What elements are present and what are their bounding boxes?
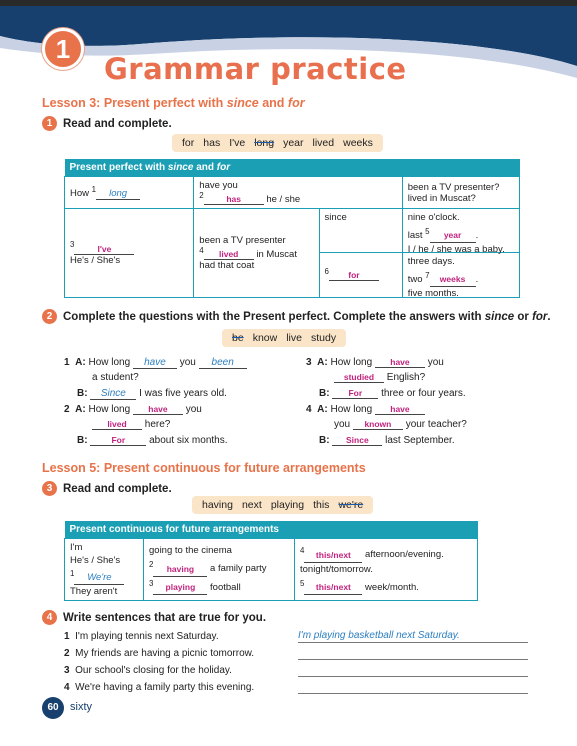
ex4-answer-line-2[interactable] bbox=[298, 647, 528, 660]
table-header: Present continuous for future arrangements bbox=[65, 521, 478, 539]
q4-line-a: 4 A: How long have bbox=[306, 404, 425, 415]
lesson5-title: Lesson 5: Present continuous for future arrangements bbox=[42, 461, 366, 475]
exercise-2-heading: 2 Complete the questions with the Present perfect. Complete the answers with since or for. bbox=[42, 309, 551, 324]
ex4-answer-line-4[interactable] bbox=[298, 681, 528, 694]
ex4-answer-line-1[interactable]: I'm playing basketball next Saturday. bbox=[298, 630, 528, 643]
unit-number-badge: 1 bbox=[42, 28, 84, 70]
page-number-word: sixty bbox=[70, 701, 92, 713]
word-box-3: having next playing this we're bbox=[192, 496, 373, 514]
q1-line-a: 1 A: How long have you been bbox=[64, 357, 247, 369]
lesson3-title: Lesson 3: Present perfect with since and for bbox=[42, 96, 305, 110]
page-number-badge: 60 bbox=[42, 697, 64, 719]
page-title: Grammar practice bbox=[104, 52, 407, 86]
q3-line-a2: studied English? bbox=[334, 372, 425, 383]
ex4-item-3: 3 Our school's closing for the holiday. bbox=[64, 665, 232, 676]
exercise-4-heading: 4 Write sentences that are true for you. bbox=[42, 610, 266, 625]
q3-line-a: 3 A: How long have you bbox=[306, 357, 444, 368]
q2-line-a: 2 A: How long have you bbox=[64, 404, 202, 415]
exercise-number: 1 bbox=[42, 116, 57, 131]
q1-line-a2: a student? bbox=[92, 372, 139, 383]
ex4-item-1: 1 I'm playing tennis next Saturday. bbox=[64, 631, 219, 642]
word-box-2: be know live study bbox=[222, 329, 346, 347]
table-header: Present perfect with since and for bbox=[65, 159, 520, 177]
exercise-1-heading bbox=[42, 116, 172, 131]
q2-line-b: B: For about six months. bbox=[77, 435, 228, 446]
word-box-1: for has I've long year lived weeks bbox=[172, 134, 383, 152]
q3-line-b: B: For three or four years. bbox=[319, 388, 466, 399]
grammar-table-present-continuous: Present continuous for future arrangements I'm He's / She's $^1$ We're They aren't going to the cinema $^2$ having a family party $^3$ playing football $^4$ this/next afternoon/evening. tonight/tomorrow. $^5$ this/next week/month. bbox=[64, 521, 478, 601]
q2-line-a2: lived here? bbox=[92, 419, 170, 430]
q4-line-a2: you known your teacher? bbox=[334, 419, 467, 430]
q1-line-b: B: Since I was five years old. bbox=[77, 388, 227, 399]
exercise-instruction: Read and complete. bbox=[63, 117, 172, 130]
ex4-item-4: 4 We're having a family party this evening. bbox=[64, 682, 255, 693]
ex4-answer-line-3[interactable] bbox=[298, 664, 528, 677]
q4-line-b: B: Since last September. bbox=[319, 435, 455, 446]
ex4-item-2: 2 My friends are having a picnic tomorrow. bbox=[64, 648, 255, 659]
exercise-3-heading: 3 Read and complete. bbox=[42, 481, 172, 496]
grammar-table-present-perfect: Present perfect with since and for How $^1$ long have you $^2$ has he / she been a TV presenter? lived in Muscat? $^3$ I've He's / She's been a TV presenter $^4$ lived in Muscat had that coat since $^6$ for nine o'clock. last $^5$ year . I / he / she was a baby. three days. two $^7$ weeks . five months. bbox=[64, 159, 520, 298]
